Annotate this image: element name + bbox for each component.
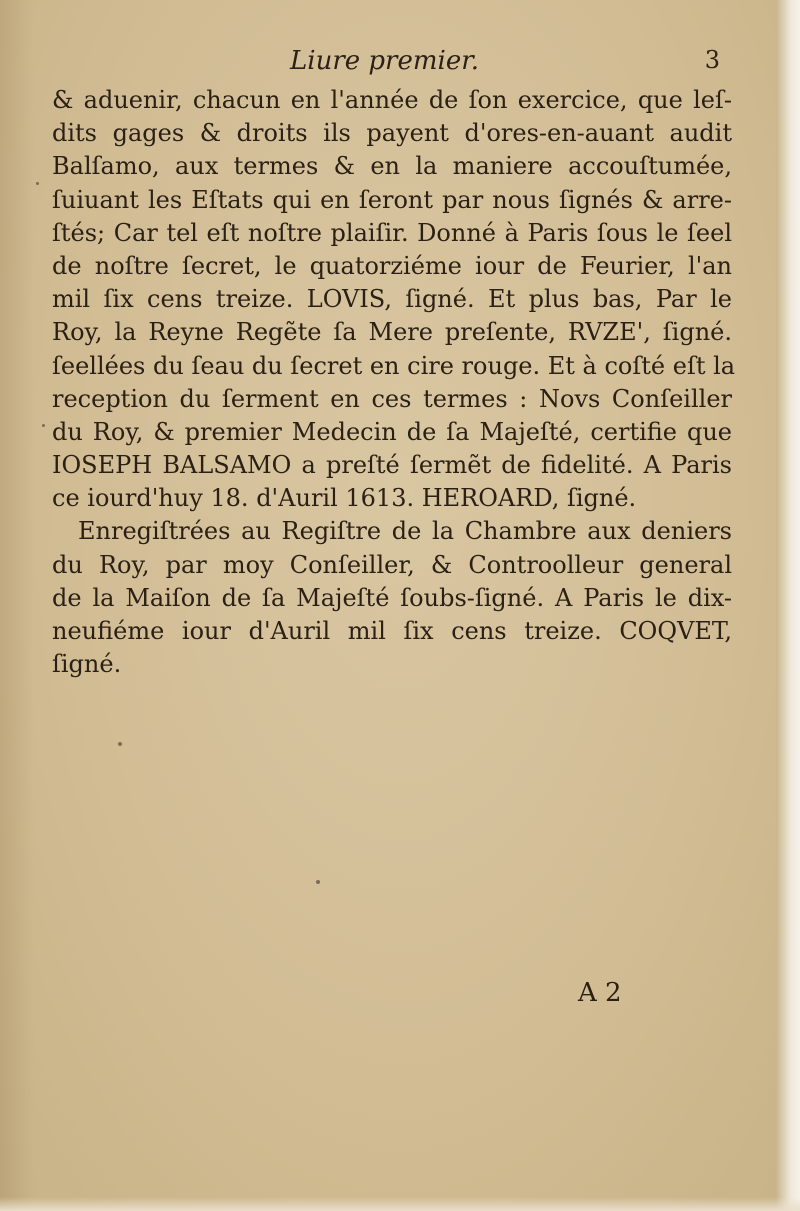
paper-speck <box>316 880 320 884</box>
page-number: 3 <box>704 46 720 74</box>
signature-mark: A 2 <box>578 978 622 1008</box>
text-line: & aduenir, chacun en l'année de ſon exercice, que leſ- <box>52 86 732 114</box>
text-line: dits gages & droits ils payent d'ores-en-auant audit <box>52 119 732 148</box>
paper-speck <box>118 742 122 746</box>
text-line: ſtés; Car tel eſt noſtre plaiſir. Donné à Paris ſous le ſeel <box>52 218 732 247</box>
page-gutter-shadow <box>0 0 34 1211</box>
page-bottom-edge <box>0 1197 800 1211</box>
text-line: Balſamo, aux termes & en la maniere accouſtumée, <box>52 152 732 181</box>
paper-speck <box>42 424 45 427</box>
running-head <box>60 44 720 84</box>
text-line: ſuiuant les Eſtats qui en ſeront par nous ſignés & arre- <box>52 185 732 214</box>
paper-speck <box>36 182 39 185</box>
text-line: Enregiſtrées au Regiſtre de la Chambre aux deniers <box>78 517 732 546</box>
text-line: ſeellées du ſeau du ſecret en cire rouge. Et à coſté eſt la <box>52 351 736 380</box>
page-right-edge <box>776 0 800 1211</box>
text-line: ce iourd'huy 18. d'Auril 1613. HEROARD, ſigné. <box>52 484 637 513</box>
text-line: reception du ſerment en ces termes : Novs Conſeiller <box>52 384 732 413</box>
text-line: ſigné. <box>52 650 122 679</box>
text-line: de la Maiſon de ſa Majeſté ſoubs-ſigné. A Paris le dix- <box>52 583 732 612</box>
body-text <box>52 84 736 681</box>
running-title: Liure premier. <box>290 46 480 76</box>
text-line: Roy, la Reyne Regẽte ſa Mere preſente, RVZE', ſigné. <box>52 318 732 347</box>
text-line: du Roy, par moy Conſeiller, & Controolleur general <box>52 550 732 579</box>
text-line: neufiéme iour d'Auril mil ſix cens treize. COQVET, <box>52 617 732 645</box>
text-line: de noſtre ſecret, le quatorziéme iour de Feurier, l'an <box>52 251 732 280</box>
text-line: IOSEPH BALSAMO a preſté ſermẽt de fidelité. A Paris <box>52 451 732 480</box>
text-line: du Roy, & premier Medecin de ſa Majeſté, certifie que <box>52 417 732 446</box>
text-line: mil ſix cens treize. LOVIS, ſigné. Et plus bas, Par le <box>52 285 732 314</box>
